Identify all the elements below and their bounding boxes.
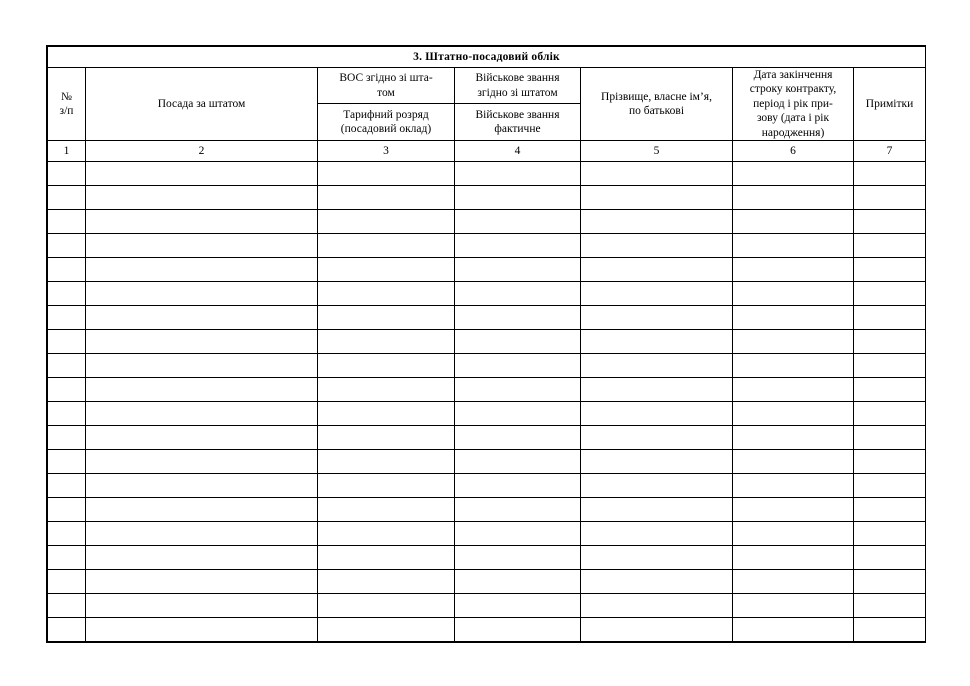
column-number-7: 7 [854, 140, 926, 161]
table-cell[interactable] [318, 305, 455, 329]
table-cell[interactable] [455, 257, 581, 281]
header-position: Посада за штатом [86, 68, 318, 141]
table-cell[interactable] [854, 425, 926, 449]
table-cell[interactable] [455, 161, 581, 185]
column-number-3: 3 [318, 140, 455, 161]
table-cell[interactable] [455, 497, 581, 521]
table-cell[interactable] [854, 377, 926, 401]
table-cell[interactable] [455, 449, 581, 473]
table-cell[interactable] [86, 497, 318, 521]
table-cell[interactable] [318, 185, 455, 209]
table-cell[interactable] [733, 329, 854, 353]
table-cell[interactable] [733, 305, 854, 329]
table-cell[interactable] [581, 473, 733, 497]
table-cell[interactable] [733, 497, 854, 521]
table-cell[interactable] [854, 473, 926, 497]
table-cell[interactable] [318, 449, 455, 473]
table-cell[interactable] [318, 233, 455, 257]
table-cell[interactable] [48, 497, 86, 521]
table-cell[interactable] [48, 521, 86, 545]
header-contract-date-line2: строку контракту, [749, 83, 837, 96]
header-rank-actual-line2: фактичне [494, 123, 541, 136]
table-cell[interactable] [318, 425, 455, 449]
table-cell[interactable] [581, 161, 733, 185]
table-cell[interactable] [581, 281, 733, 305]
table-cell[interactable] [48, 617, 86, 641]
header-vos-line1: ВОС згідно зі шта- [339, 72, 433, 85]
table-cell[interactable] [733, 257, 854, 281]
table-cell[interactable] [854, 521, 926, 545]
table-row[interactable] [48, 233, 926, 257]
table-cell[interactable] [455, 281, 581, 305]
table-cell[interactable] [86, 233, 318, 257]
table-cell[interactable] [455, 353, 581, 377]
table-cell[interactable] [455, 185, 581, 209]
header-number-line1: № [61, 90, 72, 103]
table-cell[interactable] [86, 281, 318, 305]
table-row[interactable] [48, 449, 926, 473]
table-cell[interactable] [48, 593, 86, 617]
table-cell[interactable] [854, 305, 926, 329]
table-row[interactable] [48, 425, 926, 449]
header-row-top [48, 68, 926, 104]
table-cell[interactable] [86, 473, 318, 497]
table-cell[interactable] [455, 425, 581, 449]
table-cell[interactable] [86, 401, 318, 425]
table-cell[interactable] [48, 281, 86, 305]
table-row[interactable] [48, 305, 926, 329]
table-cell[interactable] [48, 473, 86, 497]
table-cell[interactable] [854, 161, 926, 185]
table-cell[interactable] [733, 281, 854, 305]
table-cell[interactable] [48, 377, 86, 401]
table-cell[interactable] [48, 233, 86, 257]
header-vos [318, 68, 455, 104]
table-cell[interactable] [581, 209, 733, 233]
header-contract-date-line3: період і рік при- [753, 97, 833, 110]
table-cell[interactable] [48, 209, 86, 233]
header-vos-line2: том [377, 86, 395, 99]
table-cell[interactable] [455, 377, 581, 401]
table-cell[interactable] [318, 569, 455, 593]
table-cell[interactable] [455, 593, 581, 617]
table-cell[interactable] [581, 377, 733, 401]
table-cell[interactable] [318, 545, 455, 569]
table-cell[interactable] [48, 161, 86, 185]
table-cell[interactable] [733, 233, 854, 257]
header-rank-by-staff-line1: Військове звання [475, 72, 560, 85]
table-cell[interactable] [86, 209, 318, 233]
header-contract-date-line4: зову (дата і рік [756, 112, 830, 125]
header-contract-date [733, 68, 854, 141]
table-cell[interactable] [733, 449, 854, 473]
table-cell[interactable] [86, 161, 318, 185]
table-cell[interactable] [318, 521, 455, 545]
table-cell[interactable] [581, 305, 733, 329]
table-cell[interactable] [581, 449, 733, 473]
header-rank-actual-line1: Військове звання [475, 108, 560, 121]
table-cell[interactable] [318, 353, 455, 377]
table-cell[interactable] [48, 545, 86, 569]
table-cell[interactable] [854, 569, 926, 593]
form-sheet [46, 45, 926, 643]
table-cell[interactable] [318, 161, 455, 185]
table-cell[interactable] [581, 545, 733, 569]
table-row[interactable] [48, 329, 926, 353]
table-cell[interactable] [733, 401, 854, 425]
table-row[interactable] [48, 161, 926, 185]
table-cell[interactable] [318, 377, 455, 401]
header-full-name-line2: по батькові [628, 104, 685, 117]
table-cell[interactable] [581, 185, 733, 209]
table-cell[interactable] [318, 497, 455, 521]
table-row[interactable] [48, 353, 926, 377]
table-cell[interactable] [318, 257, 455, 281]
table-cell[interactable] [318, 209, 455, 233]
table-cell[interactable] [854, 545, 926, 569]
table-cell[interactable] [854, 185, 926, 209]
table-cell[interactable] [86, 521, 318, 545]
table-cell[interactable] [581, 257, 733, 281]
table-cell[interactable] [455, 617, 581, 641]
table-cell[interactable] [48, 329, 86, 353]
table-row[interactable] [48, 617, 926, 641]
table-cell[interactable] [733, 617, 854, 641]
table-cell[interactable] [854, 353, 926, 377]
table-row[interactable] [48, 257, 926, 281]
table-cell[interactable] [854, 593, 926, 617]
table-cell[interactable] [318, 281, 455, 305]
table-cell[interactable] [733, 209, 854, 233]
table-cell[interactable] [455, 305, 581, 329]
table-row[interactable] [48, 545, 926, 569]
table-cell[interactable] [48, 401, 86, 425]
table-cell[interactable] [733, 473, 854, 497]
table-cell[interactable] [86, 569, 318, 593]
table-cell[interactable] [455, 521, 581, 545]
column-number-1: 1 [48, 140, 86, 161]
table-cell[interactable] [455, 401, 581, 425]
header-number-line2: з/п [59, 104, 74, 117]
table-cell[interactable] [854, 281, 926, 305]
table-cell[interactable] [581, 329, 733, 353]
table-cell[interactable] [733, 545, 854, 569]
table-cell[interactable] [48, 257, 86, 281]
table-cell[interactable] [48, 569, 86, 593]
column-number-2: 2 [86, 140, 318, 161]
table-cell[interactable] [581, 617, 733, 641]
header-full-name-line1: Прізвище, власне ім’я, [601, 90, 712, 103]
table-cell[interactable] [86, 185, 318, 209]
table-cell[interactable] [733, 353, 854, 377]
header-rank-by-staff-line2: згідно зі штатом [477, 86, 558, 99]
table-cell[interactable] [733, 569, 854, 593]
table-cell[interactable] [581, 497, 733, 521]
table-cell[interactable] [86, 617, 318, 641]
table-cell[interactable] [455, 569, 581, 593]
table-cell[interactable] [854, 233, 926, 257]
page-title: 3. Штатно-посадовий облік [48, 47, 926, 68]
table-cell[interactable] [455, 209, 581, 233]
table-cell[interactable] [733, 521, 854, 545]
table-cell[interactable] [86, 545, 318, 569]
table-cell[interactable] [86, 449, 318, 473]
table-row[interactable] [48, 473, 926, 497]
table-cell[interactable] [581, 353, 733, 377]
table-cell[interactable] [581, 425, 733, 449]
table-cell[interactable] [86, 593, 318, 617]
column-number-6: 6 [733, 140, 854, 161]
table-cell[interactable] [581, 521, 733, 545]
header-rank-by-staff [455, 68, 581, 104]
table-cell[interactable] [581, 401, 733, 425]
table-cell[interactable] [318, 473, 455, 497]
header-rank-actual [455, 104, 581, 140]
column-number-row [48, 140, 926, 161]
table-cell[interactable] [455, 473, 581, 497]
table-cell[interactable] [318, 593, 455, 617]
table-cell[interactable] [48, 449, 86, 473]
table-cell[interactable] [733, 377, 854, 401]
table-row[interactable] [48, 569, 926, 593]
header-contract-date-line1: Дата закінчення [753, 69, 833, 81]
table-cell[interactable] [854, 617, 926, 641]
header-tariff-grade [318, 104, 455, 140]
table-cell[interactable] [854, 209, 926, 233]
header-tariff-grade-line1: Тарифний розряд [343, 108, 429, 121]
table-cell[interactable] [48, 305, 86, 329]
table-cell[interactable] [455, 233, 581, 257]
table-cell[interactable] [455, 329, 581, 353]
table-cell[interactable] [581, 593, 733, 617]
column-number-4: 4 [455, 140, 581, 161]
table-cell[interactable] [581, 233, 733, 257]
table-cell[interactable] [854, 449, 926, 473]
table-cell[interactable] [86, 329, 318, 353]
header-number [48, 68, 86, 141]
table-cell[interactable] [48, 185, 86, 209]
header-tariff-grade-line2: (посадовий оклад) [340, 123, 432, 136]
table-cell[interactable] [86, 425, 318, 449]
table-cell[interactable] [733, 185, 854, 209]
table-cell[interactable] [48, 353, 86, 377]
table-row[interactable] [48, 185, 926, 209]
staff-position-table [47, 46, 926, 642]
table-cell[interactable] [86, 353, 318, 377]
table-cell[interactable] [455, 545, 581, 569]
table-cell[interactable] [86, 257, 318, 281]
table-cell[interactable] [48, 425, 86, 449]
column-number-5: 5 [581, 140, 733, 161]
table-cell[interactable] [854, 329, 926, 353]
table-cell[interactable] [854, 401, 926, 425]
header-contract-date-line5: народження) [761, 126, 825, 139]
table-cell[interactable] [318, 329, 455, 353]
table-row[interactable] [48, 401, 926, 425]
table-row[interactable] [48, 281, 926, 305]
table-row[interactable] [48, 593, 926, 617]
table-row[interactable] [48, 377, 926, 401]
table-cell[interactable] [733, 161, 854, 185]
table-cell[interactable] [733, 425, 854, 449]
table-row[interactable] [48, 209, 926, 233]
table-cell[interactable] [854, 257, 926, 281]
table-row[interactable] [48, 497, 926, 521]
table-cell[interactable] [86, 305, 318, 329]
header-full-name [581, 68, 733, 141]
table-cell[interactable] [733, 593, 854, 617]
table-cell[interactable] [854, 497, 926, 521]
table-cell[interactable] [318, 617, 455, 641]
table-body [48, 161, 926, 641]
header-notes: Примітки [854, 68, 926, 141]
table-row[interactable] [48, 521, 926, 545]
table-cell[interactable] [581, 569, 733, 593]
table-cell[interactable] [86, 377, 318, 401]
table-cell[interactable] [318, 401, 455, 425]
table-title-row [48, 47, 926, 68]
